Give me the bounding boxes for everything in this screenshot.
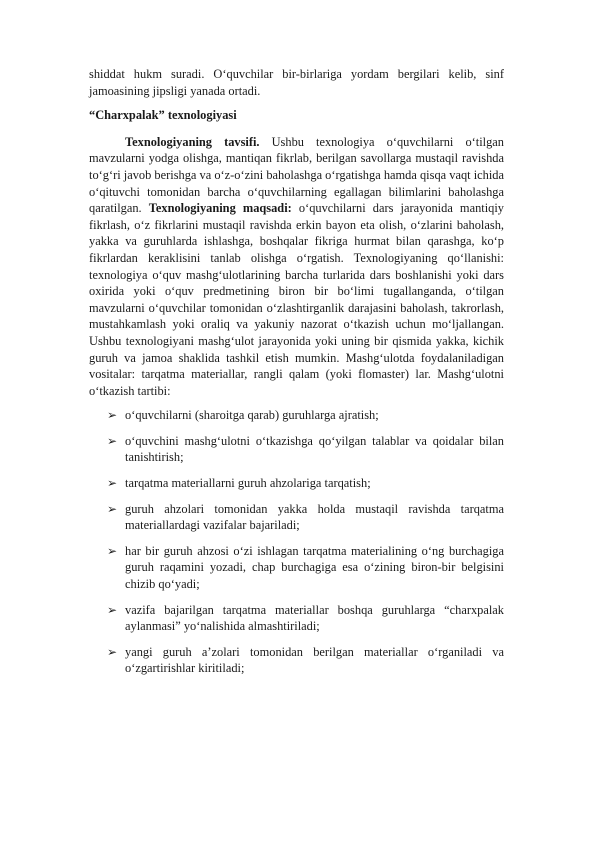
arrow-bullet-icon: ➢ xyxy=(107,501,118,516)
list-item xyxy=(89,644,504,677)
list-item xyxy=(89,602,504,635)
arrow-bullet-icon: ➢ xyxy=(107,543,118,558)
list-item-text: o‘quvchilarni (sharoitga qarab) guruhlarga ajratish; xyxy=(125,408,379,423)
list-item xyxy=(89,433,504,466)
list-item-text: har bir guruh ahzosi o‘zi ishlagan tarqatma materialining o‘ng burchagiga guruh raqamini yozadi, chap burchagiga esa o‘zining biron-bir belgisini chizib qo‘yadi; xyxy=(125,543,504,592)
main-paragraph xyxy=(89,134,504,400)
list-item xyxy=(89,475,504,492)
arrow-bullet-icon: ➢ xyxy=(107,602,118,617)
document-page xyxy=(89,66,504,686)
description-text: Ushbu texnologiya o‘quvchilarni o‘tilgan mavzularni yodga olishga, mantiqan fikrlab, berilgan savollarga mustaqil ravishda to‘g‘ri javob berishga va o‘z-o‘zini baholashga o‘rgatishga hamda qisqa vaqt ichida o‘qituvchi tomonidan barcha o‘quvchilarning egallagan bilimlarini baholashga qaratilgan. xyxy=(89,134,504,216)
procedure-list xyxy=(89,407,504,677)
arrow-bullet-icon: ➢ xyxy=(107,408,118,423)
arrow-bullet-icon: ➢ xyxy=(107,644,118,659)
list-item-text: tarqatma materiallarni guruh ahzolariga tarqatish; xyxy=(125,476,371,491)
list-item-text: guruh ahzolari tomonidan yakka holda mustaqil ravishda tarqatma materiallardagi vazifalar bajariladi; xyxy=(125,501,504,533)
list-item-text: yangi guruh a’zolari tomonidan berilgan materiallar o‘rganiladi va o‘zgartirishlar kiritiladi; xyxy=(125,644,504,676)
intro-paragraph: shiddat hukm suradi. O‘quvchilar bir-birlariga yordam bergilari kelib, sinf jamoasining jipsligi yanada ortadi. xyxy=(89,67,504,98)
list-item xyxy=(89,501,504,534)
list-item xyxy=(89,407,504,424)
description-label: Texnologiyaning tavsifi. xyxy=(125,134,260,149)
arrow-bullet-icon: ➢ xyxy=(107,433,118,448)
purpose-label: Texnologiyaning maqsadi: xyxy=(148,201,292,216)
list-item-text: o‘quvchini mashg‘ulotni o‘tkazishga qo‘yilgan talablar va qoidalar bilan tanishtirish; xyxy=(125,433,504,465)
arrow-bullet-icon: ➢ xyxy=(107,476,118,491)
list-item xyxy=(89,543,504,593)
purpose-text: o‘quvchilarni dars jarayonida mantiqiy fikrlash, o‘z fikrlarini mustaqil ravishda erkin bayon eta olish, o‘zlarini baholash, yakka va guruhlarda ishlashga, boshqalar fikriga hurmat bilan qarashga, ko‘p fikrlardan keraklisini tanlab olishga o‘rgatish. Texnologiyaning qo‘llanishi: texnologiya o‘quv mashg‘ulotlarining barcha turlarida dars boshlanishi yoki dars oxirida yoki o‘quv predmetining biron bir bo‘limi tugallanganda, o‘tilgan mavzularni o‘quvchilar tomonidan o‘zlashtirganlik darajasini baholash, takrorlash, mustahkamlash yoki oraliq va yakuniy nazorat o‘tkazish uchun mo‘ljallangan. Ushbu texnologiyani mashg‘ulot jarayonida yoki uning bir qismida yakka, kichik guruh va jamoa shaklida tashkil etish mumkin. Mashg‘ulotda foydalaniladigan vositalar: tarqatma materiallar, rangli qalam (yoki flomaster) lar. Mashg‘ulotni o‘tkazish tartibi: xyxy=(89,201,504,398)
section-heading: “Charxpalak” texnologiyasi xyxy=(89,108,237,123)
list-item-text: vazifa bajarilgan tarqatma materiallar boshqa guruhlarga “charxpalak aylanmasi” yo‘nalishida almashtiriladi; xyxy=(125,602,504,634)
